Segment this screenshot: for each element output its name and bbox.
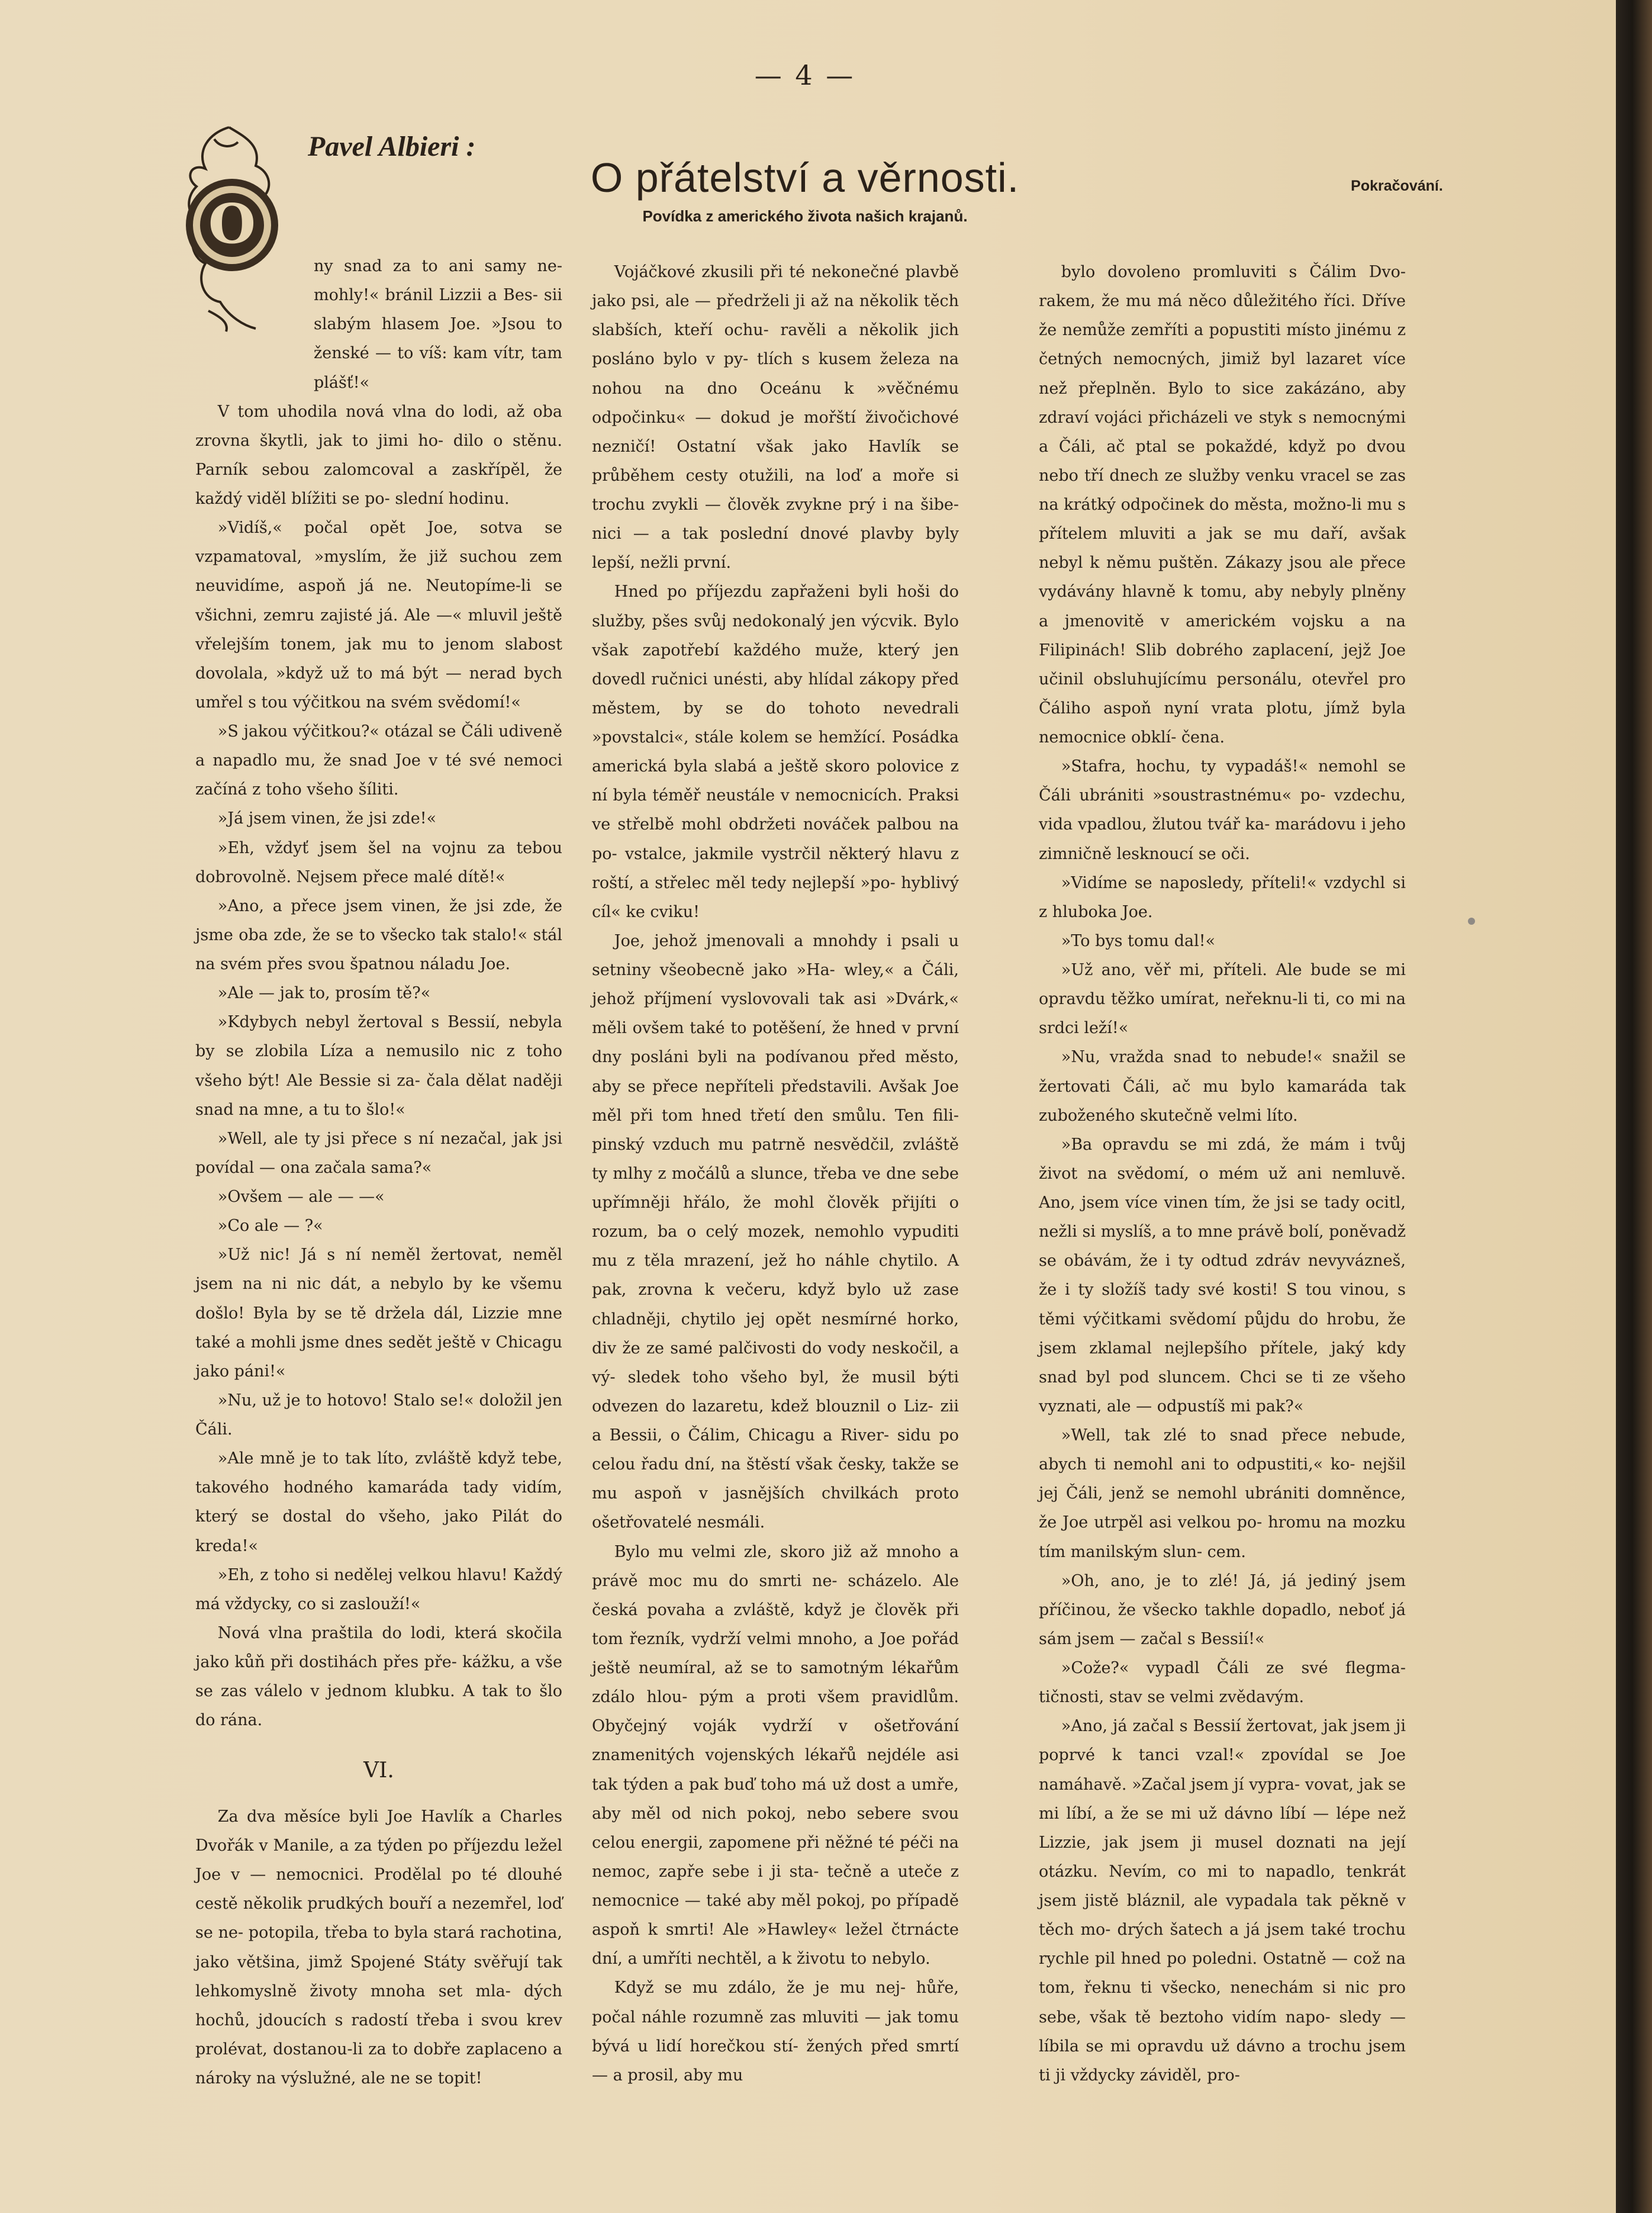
paragraph: »Well, tak zlé to snad přece nebude, abych ti nemohl ani to odpustiti,« ko- nejšil jej Čáli, jenž se nemohl ubrániti domněnce, že Joe utrpěl asi velkou po- hromu na mozku tím manilským slun- cem. [1039, 1426, 1406, 1561]
paragraph: Vojáčkové zkusili při té nekonečné plavbě jako psi, ale — předrželi ji až na několik těch slabších, kteří ochu- ravěli a několik jich posláno bylo v py- tlích s kusem železa na nohou na dno Oceánu k »věčnému odpočinku« — dokud je mořští živočichové nezničí! Ostatní však jako Havlík se průběhem cesty otužili, na loď a moře si trochu zvykli — člověk zvykne prý i na šibe- nici — a tak poslední dnové plavby byly lepší, nežli první. [592, 263, 959, 572]
column-1-lead [195, 252, 562, 397]
paragraph: Za dva měsíce byli Joe Havlík a Charles Dvořák v Manile, a za týden po příjezdu ležel Joe v — nemocnici. Prodělal po té dlouhé cestě několik prudkých bouří a nezemřel, loď se ne- potopila, třeba to byla stará rachotina, jako většina, jimž Spojené Státy svěřují tak lehkomyslně životy mnoha set mla- dých hochů, jdoucích s radostí třeba i svou krev prolévat, dostanou-li za to dobře zaplaceno a nároky na výslužné, ale ne se topit! [195, 1807, 562, 2088]
paragraph: »S jakou výčitkou?« otázal se Čáli udiveně a napadlo mu, že snad Joe v té své nemoci začíná z toho všeho šíliti. [195, 722, 562, 799]
paragraph: »Vidíš,« počal opět Joe, sotva se vzpamatoval, »myslím, že již suchou zem neuvidíme, aspoň já ne. Neutopíme-li se všichni, zemru zajisté já. Ale —« mluvil ještě vřelejším tonem, jak mu to jenom slabost dovolala, »když už to má být — nerad bych umřel s tou výčitkou na svém svědomí!« [195, 519, 562, 712]
paragraph: »Well, ale ty jsi přece s ní nezačal, jak jsi povídal — ona začala sama?« [195, 1129, 562, 1177]
story-subtitle: Povídka z amerického života našich krajanů. [642, 207, 968, 225]
column-1 [195, 252, 562, 2093]
lead-paragraph: ny snad za to ani samy ne- mohly!« bránil Lizzii a Bes- sii slabým hlasem Joe. »Jsou to ženské — to víš: kam vítr, tam plášť!« [314, 257, 562, 392]
continued-label: Pokračování. [1351, 178, 1443, 194]
paper-speckle [1468, 918, 1475, 925]
paragraph: »Já jsem vinen, že jsi zde!« [217, 809, 437, 828]
paragraph: »Nu, vražda snad to nebude!« snažil se žertovati Čáli, ač mu bylo kamaráda tak zuboženého skutečně velmi líto. [1039, 1048, 1406, 1125]
section-heading: VI. [363, 1758, 394, 1783]
paragraph: »Už nic! Já s ní neměl žertovat, neměl jsem na ni nic dát, a nebylo by ke všemu došlo! Byla by se tě držela dál, Lizzie mne také a mohli jsme dnes sedět ještě v Chicagu jako páni!« [195, 1246, 562, 1381]
paragraph: Když se mu zdálo, že je mu nej- hůře, počal náhle rozumně zas mluviti — jak tomu bývá u lidí horečkou stí- žených před smrtí — a prosil, aby mu [592, 1979, 959, 2085]
paragraph: »Stafra, hochu, ty vypadáš!« nemohl se Čáli ubrániti »soustrastnému« po- vzdechu, vida vpadlou, žlutou tvář ka- marádovu i jeho zimničně lesknoucí se oči. [1039, 757, 1406, 863]
story-title: O přátelství a věrnosti. [590, 155, 1020, 201]
paragraph: Hned po příjezdu zapřaženi byli hoši do služby, pšes svůj nedokonalý jen výcvik. Bylo však zapotřebí každého muže, který jen dovedl ručnici unésti, aby hlídal zákopy před městem, by se do tohoto nevedrali »povstalci«, stále kolem se hemžící. Posádka americká byla slabá a ještě skoro polovice z ní byla téměř neustále v nemocnicích. Praksi ve střelbě mohl obdržeti nováček palbou na po- vstalce, jakmile vystrčil některý hlavu z roští, a střelec měl tedy nejlepší »po- hyblivý cíl« ke cviku! [592, 583, 959, 921]
paragraph: »Eh, z toho si nedělej velkou hlavu! Každý má vždycky, co si zaslouží!« [195, 1565, 562, 1613]
paragraph: »To bys tomu dal!« [1061, 931, 1216, 950]
dropcap-letter: O [208, 192, 256, 256]
paragraph: »Ale — jak to, prosím tě?« [217, 984, 431, 1003]
author-name: Pavel Albieri : [308, 131, 476, 162]
paragraph: »Ale mně je to tak líto, zvláště když tebe, takového hodného kamaráda tady vidím, který se dostal do všeho, jako Pilát do kreda!« [195, 1449, 562, 1555]
paragraph: Nová vlna praštila do lodi, která skočila jako kůň při dostihách přes pře- kážku, a vše se zas válelo v jednom klubku. A tak to šlo do rána. [195, 1623, 562, 1730]
paragraph: »Už ano, věř mi, příteli. Ale bude se mi opravdu těžko umírat, neřeknu-li ti, co mi na srdci leží!« [1039, 961, 1406, 1038]
page-number: — 4 — [754, 59, 856, 91]
column-2 [592, 258, 959, 2090]
paragraph: bylo dovoleno promluviti s Čálim Dvo- rakem, že mu má něco důležitého říci. Dříve že nemůže zemříti a popustiti místo jinému z četných nemocných, jimiž byl lazaret více než přeplněn. Bylo to sice zakázáno, aby zdraví vojáci přicházeli ve styk s nemocnými a Čáli, ač ptal se pokaždé, když po dvou nebo tří dnech ze služby venku vracel se zas na krátký odpočinek do města, možno-li mu s přítelem mluviti a jak se mu daří, avšak nebyl k němu puštěn. Zákazy jsou ale přece vydávány hlavně k tomu, aby nebyly plněny a jmenovitě v americkém vojsku a na Filipinách! Slib dobrého zaplacení, jejž Joe učinil obsluhujícímu personálu, otevřel pro Čáliho aspoň nyní vrata plotu, jímž byla nemocnice obklí- čena. [1039, 263, 1406, 747]
paragraph: »Ovšem — ale — —« [217, 1188, 385, 1206]
paragraph: »Co ale — ?« [217, 1217, 323, 1236]
paragraph: »Vidíme se naposledy, příteli!« vzdychl si z hluboka Joe. [1039, 873, 1406, 921]
paragraph: »Ba opravdu se mi zdá, že mám i tvůj život na svědomí, o mém už ani nemluvě. Ano, jsem více vinen tím, že jsi se tady ocitl, nežli si myslíš, a to mne právě bolí, poněvadž se obávám, že i ty odtud zdráv nevyvázneš, že i ty složíš tady své kosti! S tou vinou, s těmi výčitkami svědomí půjdu do hrobu, že jsem zklamal nejlepšího přítele, jaký kdy snad byl pod sluncem. Chci se ti ze všeho vyznati, ale — odpustíš mi pak?« [1039, 1135, 1406, 1416]
paragraph: Bylo mu velmi zle, skoro již až mnoho a právě moc mu do smrti ne- scházelo. Ale česká povaha a zvláště, když je člověk při tom řezník, vydrží velmi mnoho, a Joe pořád ještě neumíral, až se to samotným lékařům zdálo hlou- pým a proti všem pravidlům. Obyčejný voják vydrží v ošetřování znamenitých vojenských lékařů nejdéle asi tak týden a pak buď toho má už dost a umře, aby měl od nich pokoj, nebo sebere svou celou energii, zapomene při něžné té péči na nemoc, zapře sebe i ji sta- tečně a uteče z nemocnice — také aby měl pokoj, po případě aspoň k smrti! Ale »Hawley« ležel čtrnácte dní, a umříti nechtěl, a k životu to nebylo. [592, 1542, 959, 1968]
paragraph: »Kdybych nebyl žertoval s Bessií, nebyla by se zlobila Líza a nemusilo nic z toho všeho být! Ale Bessie si za- čala dělat naději snad na mne, a tu to šlo!« [195, 1013, 562, 1119]
paragraph: V tom uhodila nová vlna do lodi, až oba zrovna škytli, jak to jimi ho- dilo o stěnu. Parník sebou zalomcoval a zaskřípěl, že každý viděl blížiti se po- slední hodinu. [195, 402, 562, 508]
page-binding-edge [1616, 0, 1652, 2213]
column-3 [1039, 258, 1406, 2090]
paragraph: »Ano, a přece jsem vinen, že jsi zde, že jsme oba zde, že se to všecko tak stalo!« stál na svém přes svou špatnou náladu Joe. [195, 896, 562, 973]
paragraph: »Nu, už je to hotovo! Stalo se!« doložil jen Čáli. [195, 1391, 562, 1439]
paragraph: »Cože?« vypadl Čáli ze své flegma- tičnosti, stav se velmi zvědavým. [1039, 1659, 1406, 1707]
paragraph: »Eh, vždyť jsem šel na vojnu za tebou dobrovolně. Nejsem přece malé dítě!« [195, 838, 562, 886]
paragraph: »Oh, ano, je to zlé! Já, já jediný jsem příčinou, že všecko takhle dopadlo, neboť já sám jsem — začal s Bessií!« [1039, 1571, 1406, 1648]
paragraph: »Ano, já začal s Bessií žertovat, jak jsem ji poprvé k tanci vzal!« zpovídal se Joe namáhavě. »Začal jsem jí vypra- vovat, jak se mi líbí, a že se mi už dávno líbí — lépe než Lizzie, jak jsem ji musel doznati na její otázku. Nevím, co mi to napadlo, tenkrát jsem jistě bláznil, ale vypadala tak pěkně v těch mo- drých šatech a já jsem také trochu rychle pil hned po poledni. Ostatně — což na tom, řeknu ti všecko, nenechám si nic pro sebe, však tě beztoho vidím napo- sledy — líbila se mi opravdu už dávno a trochu jsem ti ji vždycky záviděl, pro- [1039, 1717, 1406, 2085]
paragraph: Joe, jehož jmenovali a mnohdy i psali u setniny všeobecně jako »Ha- wley,« a Čáli, jehož příjmení vyslovovali tak asi »Dvárk,« měli ovšem také to potěšení, že hned v první dny posláni byli na podívanou před město, aby se přece nepříteli představili. Avšak Joe měl při tom hned třetí den smůlu. Ten fili- pinský vzduch mu patrně nesvědčil, zvláště ty mlhy z močálů a slunce, třeba ve dne sebe upřímněji hřálo, že mohl člověk přijíti o rozum, ba o celý mozek, nemohlo vypuditi mu z těla mrazení, jež ho náhle chytilo. A pak, zrovna k večeru, když bylo už zase chladněji, chytilo jej opět nesmírné horko, div že ze samé palčivosti do vody neskočil, a vý- sledek toho všeho byl, že musil býti odvezen do lazaretu, kdež blouznil o Liz- zii a Bessii, o Čálim, Chicagu a River- sidu po celou řadu dní, na štěstí však česky, takže se mu aspoň v jasnějších chvilkách proto ošetřovatelé nesmáli. [592, 931, 959, 1532]
